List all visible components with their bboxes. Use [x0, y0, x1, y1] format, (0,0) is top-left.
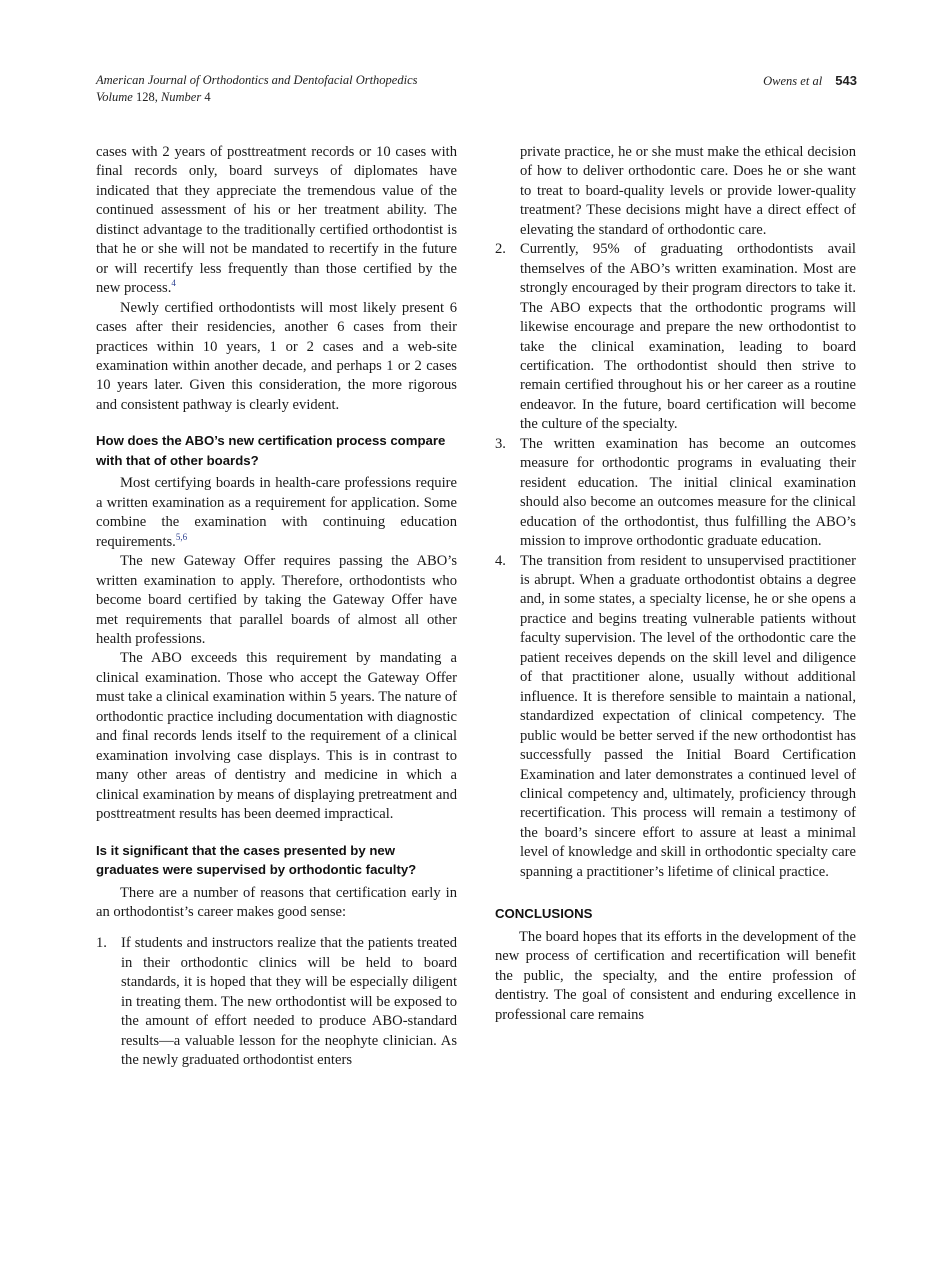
volume-label: Volume	[96, 90, 133, 104]
running-header-journal	[96, 72, 418, 106]
list-text: private practice, he or she must make the ethical decision of how to deliver orthodontic care. Does he or she want to treat to board-quality levels or provide lower-quality treatment? These decisions might have a direct effect of elevating the standard of orthodontic care.	[520, 144, 856, 238]
number-value: 4	[204, 90, 211, 104]
page-number: 543	[835, 73, 857, 88]
list-text: Currently, 95% of graduating orthodontists avail themselves of the ABO’s written examination. Most are strongly encouraged by their program directors to take it. The ABO expects that the orthodontic programs will likewise encourage and prepare the new orthodontist to take the clinical examination, leading to board certification. The orthodontist should then strive to remain certified throughout his or her career as a routine endeavor. In the future, board certification will become the culture of the specialty.	[520, 241, 856, 433]
journal-title: American Journal of Orthodontics and Dentofacial Orthopedics	[96, 73, 418, 87]
list-text: The transition from resident to unsupervised practitioner is abrupt. When a graduate orthodontist obtains a degree and, in some states, a specialty license, he or she opens a practice and begins treating vulnerable patients without faculty supervision. The level of the orthodontic care the patient receives depends on the skill level and diligence of that practitioner alone, usually without additional influence. It is therefore sensible to maintain a national, standardized expectation of clinical competency. The public would be better served if the new orthodontist has successfully passed the Initial Board Certification Examination and later demonstrates a continued level of clinical competency and, ultimately, proficiency through recertification. This process will remain a testimony of the board’s sincere effort to assure at least a minimal level of knowledge and skill in orthodontic specialty care spanning a practitioner’s lifetime of clinical practice.	[520, 552, 856, 880]
list-item-continued	[495, 143, 856, 240]
number-label: Number	[160, 90, 202, 104]
list-text: If students and instructors realize that the patients treated in their orthodontic clinics will be held to board standards, it is hoped that they will be especially diligent in treating them. The new orthodontist will be exposed to the amount of effort needed to produce ABO-standard results—a valuable lesson for the neophyte clinician. As the newly graduated orthodontist enters	[121, 935, 457, 1069]
list-item	[495, 435, 856, 552]
section-heading-conclusions: CONCLUSIONS	[495, 906, 593, 922]
right-column	[495, 143, 856, 1025]
list-text: The written examination has become an outcomes measure for orthodontic programs in evaluating their resident education. The initial clinical examination should also become an outcomes measure for the clinical education of the orthodontist, thus fulfilling the ABO’s mission to improve orthodontic graduate education.	[520, 435, 856, 550]
paragraph: The ABO exceeds this requirement by mandating a clinical examination. Those who accept the Gateway Offer must take a clinical examination within 5 years. The nature of orthodontic practice including documentation with diagnostic and final records lends itself to the requirement of a clinical examination involving case displays. This is in contrast to many other areas of dentistry and medicine in which a clinical examination by means of displaying pretreatment and posttreatment results has been deemed impractical.	[96, 650, 457, 823]
reference-link[interactable]: 5,6	[175, 531, 188, 542]
paragraph: There are a number of reasons that certification early in an orthodontist’s career makes good sense:	[96, 884, 457, 920]
list-number: 1.	[96, 935, 107, 952]
list-item	[495, 240, 856, 435]
reference-link[interactable]: 4	[171, 278, 176, 289]
paragraph: cases with 2 years of posttreatment records or 10 cases with final records only, board surveys of diplomates have indicated that they appreciate the tremendous value of the continued assessment of his or her treatment ability. The distinct advantage to the traditionally certified orthodontist is that he or she will not be mandated to recertify in the future or will recertify less frequently than those certified by the new process.$^4$	[96, 144, 457, 297]
paragraph: The board hopes that its efforts in the development of the new process of certification and recertification will benefit the public, the specialty, and the entire profession of dentistry. The goal of consistent and enduring excellence in professional care remains	[495, 928, 856, 1023]
list-number: 3.	[495, 435, 506, 452]
left-column	[96, 143, 457, 1071]
list-item	[96, 934, 457, 1070]
paragraph: The new Gateway Offer requires passing the ABO’s written examination to apply. Therefore, orthodontists who become board certified by taking the Gateway Offer have met requirements that parallel boards of almost all other health professions.	[96, 553, 457, 647]
numbered-list-continued	[495, 143, 856, 882]
section-heading: Is it significant that the cases presented by new graduates were supervised by orthodontic faculty?	[96, 842, 417, 877]
journal-volume	[96, 89, 418, 106]
list-number: 2.	[495, 241, 506, 258]
section-heading: How does the ABO’s new certification process compare with that of other boards?	[96, 433, 446, 468]
authors: Owens et al	[763, 74, 823, 88]
running-header-authors	[763, 72, 857, 90]
paragraph: Newly certified orthodontists will most likely present 6 cases after their residencies, another 6 cases from their practices within 10 years, 1 or 2 cases and a web-site examination within another decade, and perhaps 1 or 2 cases 10 years later. Given this consideration, the more rigorous and consistent pathway is clearly evident.	[96, 299, 457, 413]
paragraph: Most certifying boards in health-care professions require a written examination as a requirement for application. Some combine the examination with continuing education requirements.$^{5,6}$	[96, 475, 457, 550]
volume-value: 128,	[135, 90, 158, 104]
list-number: 4.	[495, 552, 506, 569]
list-item	[495, 552, 856, 883]
numbered-list	[96, 934, 457, 1070]
